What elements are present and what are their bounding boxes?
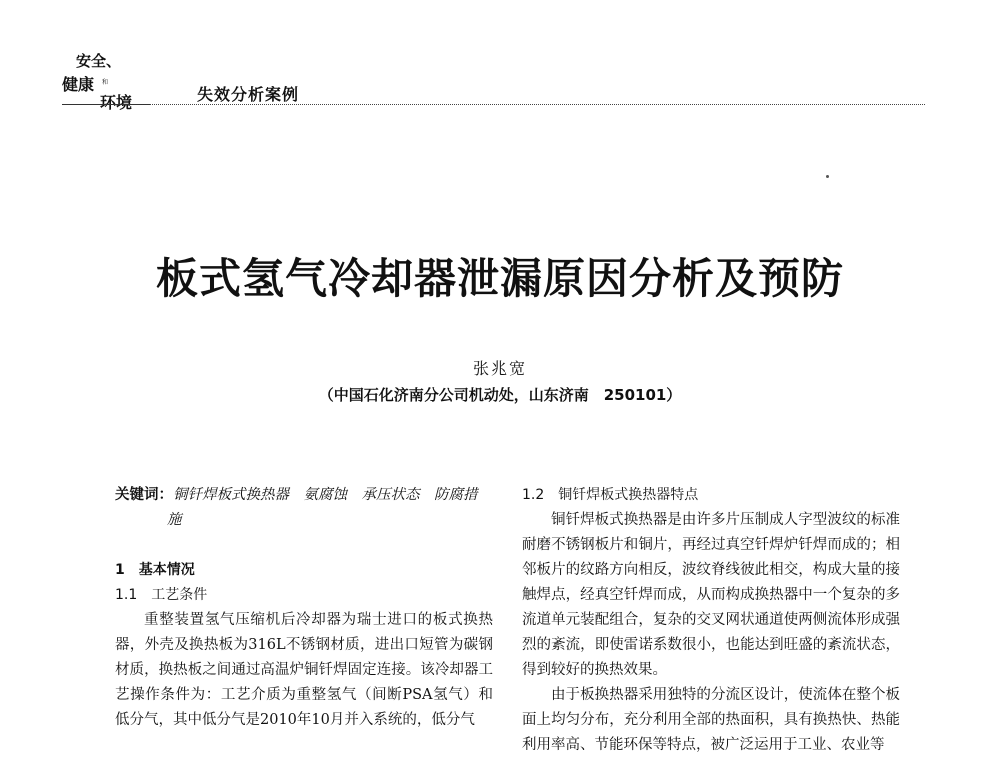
keywords-continuation: 施 — [167, 512, 182, 528]
paragraph-exchanger-structure: 铜钎焊板式换热器是由许多片压制成人字型波纹的标准耐磨不锈钢板片和铜片，再经过真空钎焊炉钎焊而成的；相邻板片的纹路方向相反，波纹脊线彼此相交，构成大量的接触焊点，经真空钎焊而成，从而构成换热器中一个复杂的多流道单元装配组合，复杂的交叉网状通道使两侧流体形成强烈的紊流，即使雷诺系数很小，也能达到旺盛的紊流状态，得到较好的换热效果。 — [522, 512, 900, 678]
header-rule-solid — [62, 104, 150, 105]
author-name: 张兆宽 — [472, 359, 527, 378]
paragraph-exchanger-advantages: 由于板换热器采用独特的分流区设计，使流体在整个板面上均匀分布，充分利用全部的热面积，具有换热快、热能利用率高、节能环保等特点，被广泛运用于工业、农业等 — [522, 687, 900, 753]
keywords-label: 关键词： — [115, 487, 173, 503]
scan-speck — [826, 175, 829, 178]
section-heading: 失效分析案例 — [197, 85, 300, 104]
logo-line-safety: 安全、 — [76, 52, 122, 70]
author-affiliation: （中国石化济南分公司机动处，山东济南 250101） — [318, 386, 682, 404]
paragraph-process-conditions: 重整装置氢气压缩机后冷却器为瑞士进口的板式换热器，外壳及换热板为316L不锈钢材质，进出口短管为碳钢材质，换热板之间通过高温炉铜钎焊固定连接。该冷却器工艺操作条件为：工艺介质为重整氢气（间断PSA氢气）和低分气，其中低分气是2010年10月并入系统的，低分气 — [115, 612, 493, 728]
journal-logo — [62, 50, 162, 112]
article-title: 板式氢气冷却器泄漏原因分析及预防 — [155, 254, 844, 303]
section-1-heading: 1 基本情况 — [115, 562, 195, 578]
left-column — [115, 483, 493, 733]
section-1-2-heading: 1.2 铜钎焊板式换热器特点 — [522, 487, 699, 503]
right-column — [522, 483, 900, 758]
keywords-line — [115, 483, 493, 508]
logo-line-environment: 环境 — [100, 93, 133, 112]
section-1-1-heading: 1.1 工艺条件 — [115, 587, 208, 603]
logo-connector: 和 — [102, 79, 109, 86]
keywords-terms: 铜钎焊板式换热器 氨腐蚀 承压状态 防腐措 — [173, 487, 478, 503]
header-rule-dotted — [150, 104, 925, 105]
logo-line-health: 健康 — [62, 75, 95, 94]
